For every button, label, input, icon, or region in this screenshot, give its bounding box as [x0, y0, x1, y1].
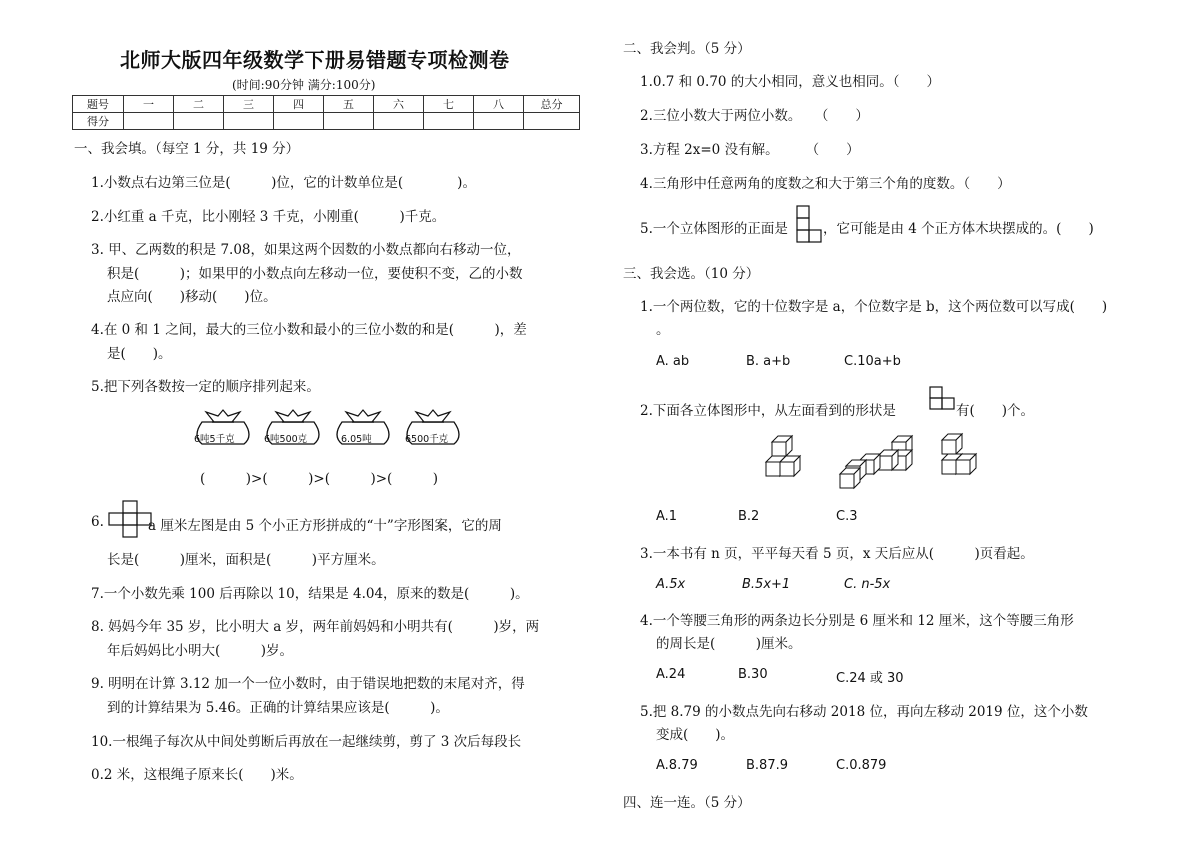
question-3-4-line2: 的周长是( )厘米。	[656, 636, 802, 652]
option-b: B.5x+1	[742, 577, 791, 592]
score-cell: 八	[474, 96, 524, 113]
option-a: A.8.79	[656, 758, 698, 773]
question-3-3: 3.一本书有 n 页，平平每天看 5 页，x 天后应从( )页看起。	[640, 546, 1034, 562]
question-1-9-line2: 到的计算结果为 5.46。正确的计算结果应该是( )。	[107, 700, 449, 716]
score-input-cell[interactable]	[374, 113, 424, 130]
question-2-3: 3.方程 2x=0 没有解。 （ ）	[640, 142, 860, 158]
question-1-3-line3: 点应向( )移动( )位。	[107, 289, 277, 305]
option-c: C.0.879	[836, 758, 887, 773]
question-2-2: 2.三位小数大于两位小数。 （ ）	[640, 108, 869, 124]
question-2-4: 4.三角形中任意两角的度数之和大于第三个角的度数。（ ）	[640, 176, 1011, 192]
score-cell: 总分	[524, 96, 580, 113]
bag-label: 6吨5千克	[194, 434, 235, 445]
question-1-10-line1: 10.一根绳子每次从中间处剪断后再放在一起继续剪，剪了 3 次后每段长	[91, 734, 522, 750]
question-3-2-part2: 有( )个。	[956, 403, 1035, 419]
question-3-2-part1: 2.下面各立体图形中，从左面看到的形状是	[640, 403, 896, 419]
question-1-6-line1: a 厘米左图是由 5 个小正方形拼成的“十”字形图案，它的周	[148, 518, 502, 534]
question-1-2: 2.小红重 a 千克，比小刚轻 3 千克，小刚重( )千克。	[91, 209, 446, 225]
option-c: C. n-5x	[844, 577, 891, 592]
left-view-shape-icon	[929, 386, 959, 414]
front-view-shape-icon	[796, 205, 824, 245]
solid-figures	[760, 432, 1000, 494]
question-3-5-line1: 5.把 8.79 的小数点先向右移动 2018 位，再向左移动 2019 位，这个小数	[640, 704, 1088, 720]
score-cell: 得分	[73, 113, 124, 130]
score-input-cell[interactable]	[224, 113, 274, 130]
option-a: A.1	[656, 509, 678, 524]
score-cell: 六	[374, 96, 424, 113]
score-input-cell[interactable]	[274, 113, 324, 130]
score-cell: 四	[274, 96, 324, 113]
question-1-6-line2: 长是( )厘米，面积是( )平方厘米。	[107, 552, 385, 568]
option-b: B.2	[738, 509, 760, 524]
bag-label: 6吨500克	[264, 434, 308, 445]
section-1-heading: 一、我会填。（每空 1 分，共 19 分）	[74, 141, 300, 157]
question-1-10-line2: 0.2 米，这根绳子原来长( )米。	[91, 767, 303, 783]
subtitle: (时间:90分钟 满分:100分)	[232, 78, 376, 92]
page-title: 北师大版四年级数学下册易错题专项检测卷	[120, 48, 510, 72]
question-1-3-line2: 积是( )；如果甲的小数点向左移动一位，要使积不变，乙的小数	[107, 266, 523, 282]
option-c: C.24 或 30	[836, 671, 904, 686]
question-1-4-line1: 4.在 0 和 1 之间，最大的三位小数和最小的三位小数的和是( )，差	[91, 322, 527, 338]
solid-figure-2	[840, 436, 912, 488]
option-b: B.30	[738, 667, 768, 682]
question-1-9-line1: 9. 明明在计算 3.12 加一个一位小数时，由于错误地把数的末尾对齐，得	[91, 676, 525, 692]
score-table	[72, 95, 580, 130]
score-cell: 二	[174, 96, 224, 113]
score-input-cell[interactable]	[474, 113, 524, 130]
score-cell: 五	[324, 96, 374, 113]
question-1-3-line1: 3. 甲、乙两数的积是 7.08，如果这两个因数的小数点都向右移动一位，	[91, 242, 521, 258]
option-c: C.10a+b	[844, 354, 901, 369]
score-input-cell[interactable]	[324, 113, 374, 130]
question-1-1: 1.小数点右边第三位是( )位，它的计数单位是( )。	[91, 175, 476, 191]
question-3-4-line1: 4.一个等腰三角形的两条边长分别是 6 厘米和 12 厘米，这个等腰三角形	[640, 613, 1074, 629]
question-3-1-line1: 1.一个两位数，它的十位数字是 a，个位数字是 b，这个两位数可以写成( )	[640, 299, 1108, 315]
question-3-5-line2: 变成( )。	[656, 727, 735, 743]
score-table-header-row	[73, 96, 580, 113]
score-table-score-row	[73, 113, 580, 130]
option-b: B. a+b	[746, 354, 791, 369]
order-blanks: ( )>( )>( )>( )	[200, 471, 439, 487]
score-cell: 三	[224, 96, 274, 113]
section-2-heading: 二、我会判。（5 分）	[623, 41, 751, 57]
bag-label: 6.05吨	[341, 434, 372, 445]
option-c: C.3	[836, 509, 858, 524]
solid-figure-3	[942, 434, 976, 474]
score-cell: 七	[424, 96, 474, 113]
question-2-5-part1: 5.一个立体图形的正面是	[640, 221, 788, 237]
score-cell: 题号	[73, 96, 124, 113]
section-3-heading: 三、我会选。（10 分）	[623, 266, 760, 282]
question-1-4-line2: 是( )。	[107, 346, 172, 362]
question-3-1-line2: 。	[656, 322, 670, 338]
section-4-heading: 四、连一连。（5 分）	[623, 795, 751, 811]
question-1-8-line2: 年后妈妈比小明大( )岁。	[107, 643, 294, 659]
option-a: A.5x	[656, 577, 686, 592]
bag-label: 6500千克	[405, 434, 449, 445]
option-a: A. ab	[656, 354, 690, 369]
question-1-7: 7.一个小数先乘 100 后再除以 10，结果是 4.04，原来的数是( )。	[91, 586, 529, 602]
score-input-cell[interactable]	[524, 113, 580, 130]
question-1-8-line1: 8. 妈妈今年 35 岁，比小明大 a 岁，两年前妈妈和小明共有( )岁，两	[91, 619, 540, 635]
score-input-cell[interactable]	[424, 113, 474, 130]
option-a: A.24	[656, 667, 686, 682]
solid-figure-1	[766, 436, 800, 476]
score-input-cell[interactable]	[174, 113, 224, 130]
question-2-1: 1.0.7 和 0.70 的大小相同，意义也相同。（ ）	[640, 74, 941, 90]
score-input-cell[interactable]	[124, 113, 174, 130]
question-1-6-number: 6.	[91, 514, 104, 530]
question-2-5-part2: ，它可能是由 4 个正方体木块摆成的。( )	[823, 221, 1094, 237]
score-cell: 一	[124, 96, 174, 113]
question-1-5: 5.把下列各数按一定的顺序排列起来。	[91, 379, 320, 395]
option-b: B.87.9	[746, 758, 788, 773]
